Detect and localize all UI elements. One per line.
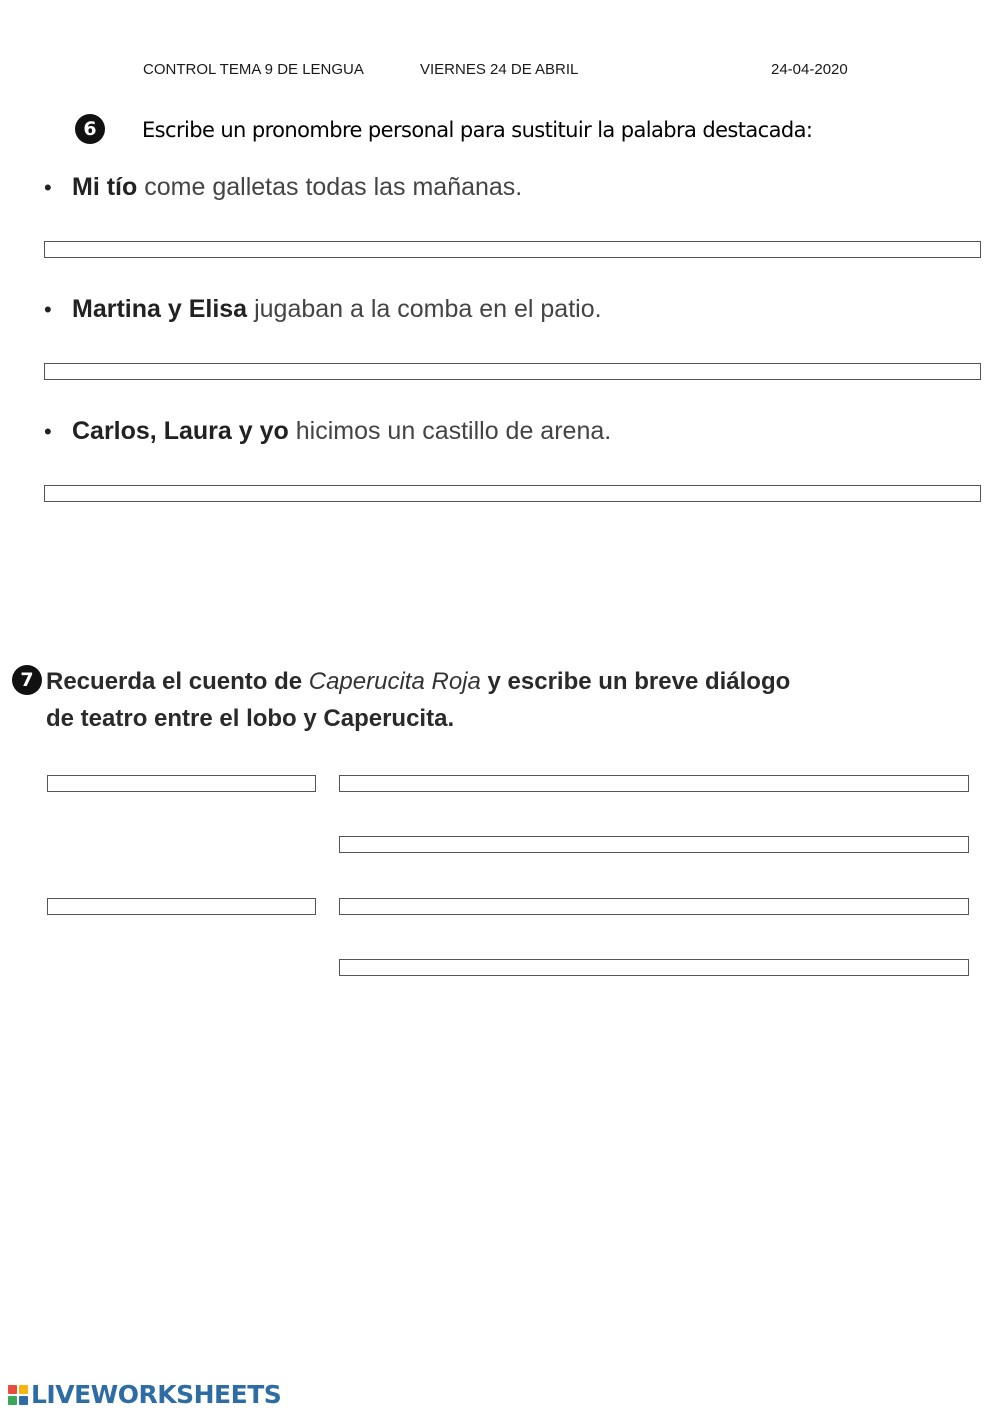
- exercise-7-line-1-end: y escribe un breve diálogo: [480, 668, 791, 695]
- header-subject: CONTROL TEMA 9 DE LENGUA: [143, 61, 364, 78]
- dialogue-speaker-field-2[interactable]: [47, 898, 316, 915]
- dialogue-line-field-2[interactable]: [339, 836, 969, 853]
- exercise-6-instruction: Escribe un pronombre personal para sustituir la palabra destacada:: [142, 118, 813, 142]
- sentence-2-highlight: Martina y Elisa: [72, 295, 248, 323]
- logo-square: [19, 1396, 28, 1405]
- exercise-7-line-1-start: Recuerda el cuento de: [46, 668, 309, 695]
- logo-square: [19, 1385, 28, 1394]
- header-date: 24-04-2020: [771, 61, 848, 78]
- sentence-1-highlight: Mi tío: [72, 173, 138, 201]
- bullet-icon: •: [44, 297, 52, 322]
- dialogue-line-field-4[interactable]: [339, 959, 969, 976]
- answer-field-2[interactable]: [44, 363, 981, 380]
- sentence-2: [44, 295, 602, 324]
- sentence-1: [44, 173, 522, 202]
- logo-square: [8, 1396, 17, 1405]
- bullet-icon: •: [44, 175, 52, 200]
- sentence-3-highlight: Carlos, Laura y yo: [72, 417, 289, 445]
- header-day: VIERNES 24 DE ABRIL: [420, 61, 579, 78]
- answer-field-1[interactable]: [44, 241, 981, 258]
- dialogue-line-field-1[interactable]: [339, 775, 969, 792]
- exercise-7-number-badge: 7: [12, 665, 42, 695]
- exercise-7-instruction-line-1: [46, 668, 790, 696]
- logo-text: LIVEWORKSHEETS: [31, 1380, 282, 1409]
- sentence-3-rest: hicimos un castillo de arena.: [295, 417, 612, 445]
- story-title: Caperucita Roja: [308, 668, 481, 695]
- answer-field-3[interactable]: [44, 485, 981, 502]
- exercise-6-number-badge: 6: [75, 114, 105, 144]
- sentence-1-rest: come galletas todas las mañanas.: [144, 173, 523, 201]
- dialogue-speaker-field-1[interactable]: [47, 775, 316, 792]
- sentence-2-rest: jugaban a la comba en el patio.: [254, 295, 602, 323]
- sentence-3: [44, 417, 611, 446]
- liveworksheets-logo: [8, 1380, 281, 1409]
- dialogue-line-field-3[interactable]: [339, 898, 969, 915]
- logo-square: [8, 1385, 17, 1394]
- exercise-7-instruction-line-2: [46, 705, 454, 733]
- exercise-7-line-2: de teatro entre el lobo y Caperucita.: [46, 705, 455, 732]
- bullet-icon: •: [44, 419, 52, 444]
- logo-mark-icon: [8, 1385, 28, 1405]
